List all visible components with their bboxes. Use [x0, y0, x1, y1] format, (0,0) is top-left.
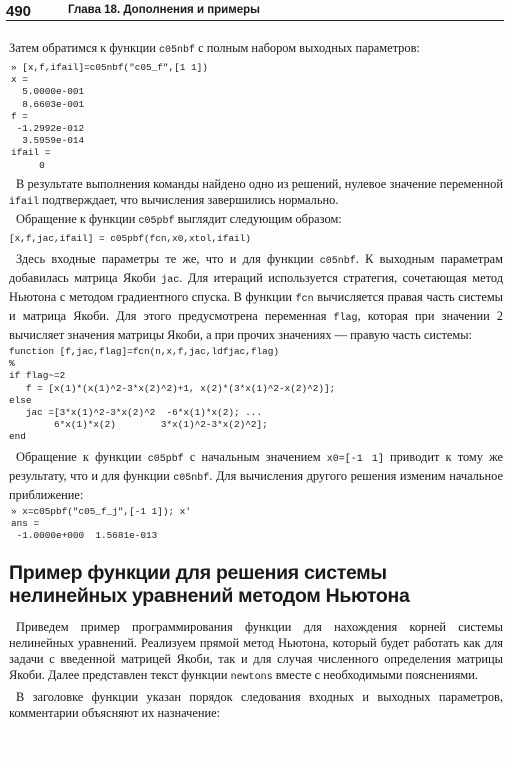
paragraph-5: Обращение к функции c05pbf с начальным значением x0=[-1 1] приводит к тому же результату, что и для функции c05nbf. Для вычисления другого решения изменим начальное приближение: [9, 449, 503, 502]
paragraph-1: Затем обратимся к функции c05nbf с полным набором выходных параметров: [9, 41, 420, 56]
page-body [9, 40, 503, 721]
code-block-1: » [x,f,ifail]=c05nbf("c05_f",[1 1]) x = 5.0000e-001 8.6603e-001 f = -1.2992e-012 3.5959e-014 ifail = 0 [11, 62, 208, 171]
chapter-title: Глава 18. Дополнения и примеры [68, 4, 261, 16]
paragraph-2: В результате выполнения команды найдено одно из решений, нулевое значение переменной ifail подтверждает, что вычисления завершились нормально. [9, 176, 503, 208]
function-name: c05pbf [138, 215, 175, 227]
function-name: c05nbf [158, 45, 195, 56]
header-rule [6, 20, 504, 21]
paragraph-3: Обращение к функции c05pbf выглядит следующим образом: [16, 211, 342, 227]
code-block-2: [x,f,jac,ifail] = c05pbf(fcn,x0,xtol,ifail) [9, 232, 251, 244]
code-block-4: » x=c05pbf("c05_f_j",[-1 1]); x' ans = -1.0000e+000 1.5681e-013 [11, 505, 192, 542]
paragraph-4: Здесь входные параметры те же, что и для функции c05nbf. К выходным параметрам добавилась матрица Якоби jac. Для итераций используется стратегия, сочетающая метод Ньютона с методом градиентного спуска. В функции fcn вычисляется правая часть системы и матрица Якоби. Для этого предусмотрена переменная flag, которая при значении 2 вычисляет значения матрицы Якоби, а при прочих значениях — правую часть системы: [9, 252, 504, 343]
section-heading: Пример функции для решения системы нелинейных уравнений методом Ньютона [9, 562, 410, 608]
page-header [6, 3, 504, 19]
variable-name: ifail [9, 196, 40, 208]
code-block-3: function [f,jac,flag]=fcn(n,x,f,jac,ldfjac,flag) % if flag~=2 f = [x(1)*(x(1)^2-3*x(2)^2)+1, x(2)*(3*x(1)^2-x(2)^2)]; else jac =[3*x(1)^2-3*x(2)^2 -6*x(1)*x(2); ... 6*x(1)*x(2) 3*x(1)^2-3*x(2)^2]; end [9, 346, 336, 443]
paragraph-7: В заголовке функции указан порядок следования входных и выходных параметров, комментарии объясняют их назначение: [9, 690, 503, 721]
paragraph-6: Приведем пример программирования функции для нахождения корней системы нелинейных уравнений. Реализуем прямой метод Ньютона, который будет работать как для задачи с введенной матрицей Якоби, так и для случая численного определения матрицы Якоби. Далее представлен текст функции newtons вместе с необходимыми пояснениями. [9, 620, 503, 684]
page-number: 490 [6, 3, 32, 20]
